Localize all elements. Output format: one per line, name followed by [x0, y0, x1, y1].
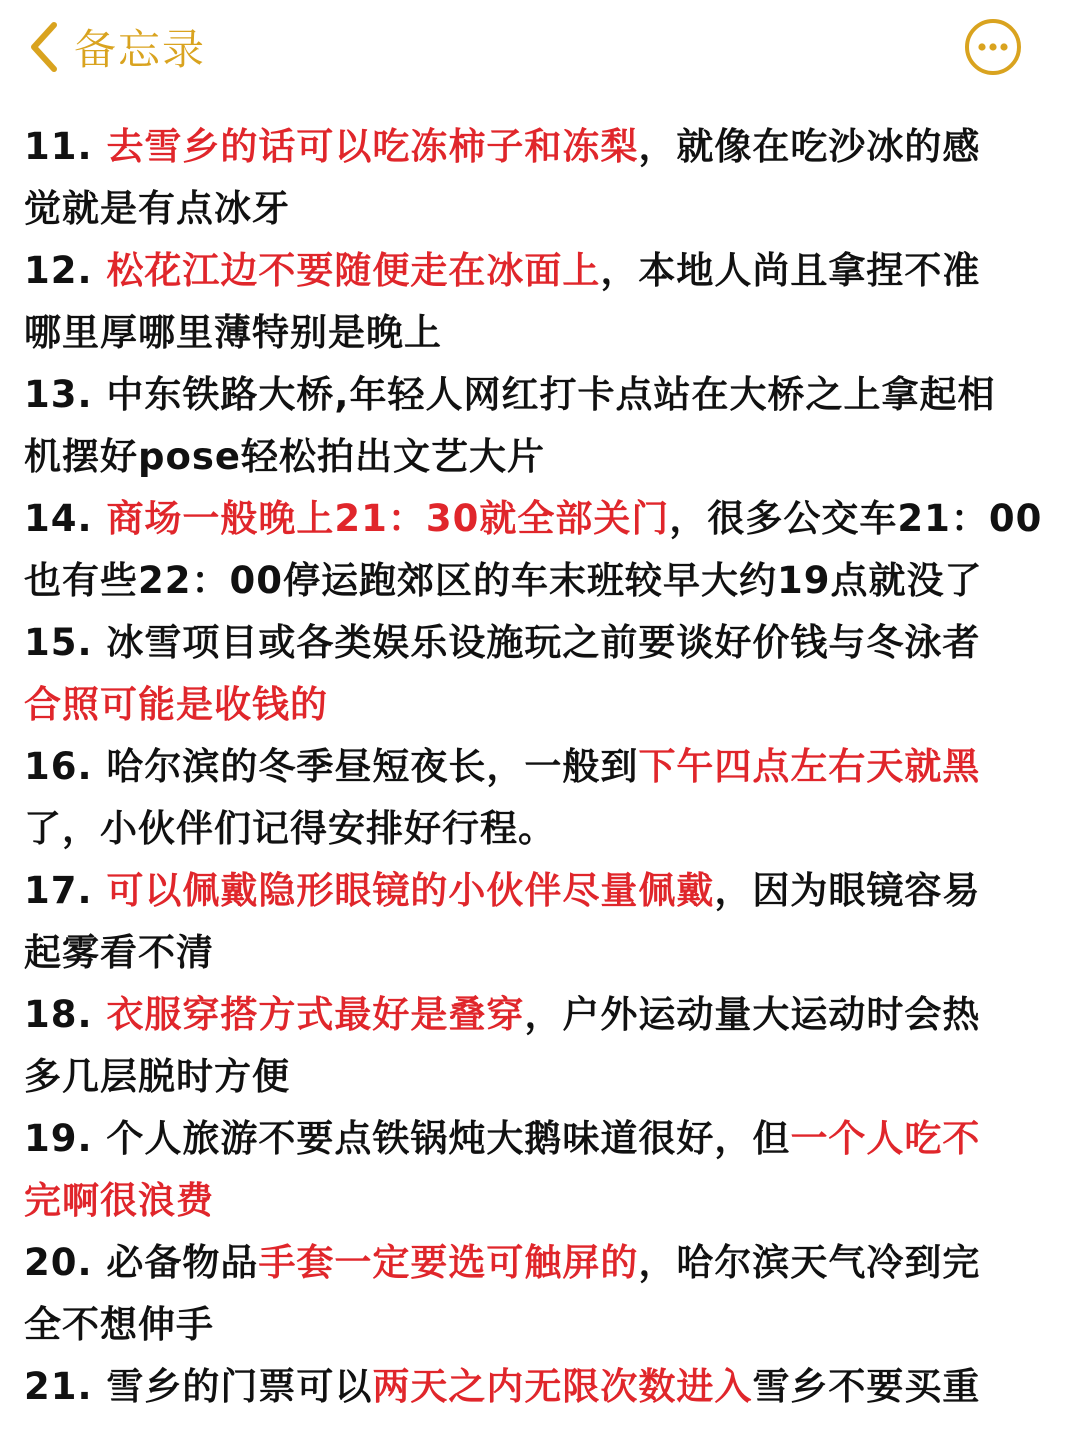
note-text: 觉就是有点冰牙 [24, 187, 290, 230]
note-text: ，哈尔滨天气冷到完 [638, 1241, 981, 1284]
more-button[interactable] [964, 18, 1022, 76]
highlight-text: 手套一定要选可触屏的 [258, 1241, 639, 1284]
note-text: 13. 中东铁路大桥,年轻人网红打卡点站在大桥之上拿起相 [24, 373, 996, 416]
more-icon [964, 18, 1022, 76]
note-line [24, 860, 1064, 922]
note-text: 雪乡不要买重 [752, 1365, 981, 1408]
note-line [24, 364, 1064, 426]
note-text: 17. [24, 869, 107, 912]
note-line [24, 1294, 1064, 1356]
note-line [24, 1170, 1064, 1232]
note-text: 21. 雪乡的门票可以 [24, 1365, 373, 1408]
note-line [24, 1108, 1064, 1170]
note-text: 12. [24, 249, 107, 292]
chevron-left-icon [24, 19, 64, 75]
note-text: 20. 必备物品 [24, 1241, 259, 1284]
note-line [24, 302, 1064, 364]
note-line [24, 178, 1064, 240]
note-text: ，因为眼镜容易 [714, 869, 981, 912]
highlight-text: 两天之内无限次数进入 [372, 1365, 753, 1408]
note-text: ，本地人尚且拿捏不准 [600, 249, 981, 292]
highlight-text: 完啊很浪费 [24, 1179, 214, 1222]
highlight-text: 松花江边不要随便走在冰面上 [106, 249, 601, 292]
back-button[interactable] [24, 12, 206, 82]
note-line [24, 736, 1064, 798]
highlight-text: 一个人吃不 [790, 1117, 981, 1160]
back-label: 备忘录 [74, 25, 207, 74]
note-text: 16. 哈尔滨的冬季昼短夜长，一般到 [24, 745, 639, 788]
nav-bar [0, 0, 1080, 100]
note-body[interactable] [24, 116, 1064, 1418]
note-line [24, 116, 1064, 178]
note-text: 15. 冰雪项目或各类娱乐设施玩之前要谈好价钱与冬泳者 [24, 621, 981, 664]
note-line [24, 240, 1064, 302]
note-line [24, 984, 1064, 1046]
note-line [24, 550, 1064, 612]
note-text: 也有些22：00停运跑郊区的车末班较早大约19点就没了 [24, 559, 983, 602]
note-text: 起雾看不清 [24, 931, 214, 974]
note-text: 19. 个人旅游不要点铁锅炖大鹅味道很好，但 [24, 1117, 791, 1160]
highlight-text: 去雪乡的话可以吃冻柿子和冻梨 [106, 125, 639, 168]
note-line [24, 612, 1064, 674]
note-text: ，就像在吃沙冰的感 [638, 125, 981, 168]
note-line [24, 798, 1064, 860]
note-line [24, 488, 1064, 550]
note-text: 机摆好pose轻松拍出文艺大片 [24, 435, 546, 478]
highlight-text: 下午四点左右天就黑 [638, 745, 981, 788]
note-text: 14. [24, 497, 107, 540]
highlight-text: 商场一般晚上21：30就全部关门 [106, 497, 670, 540]
note-text: 全不想伸手 [24, 1303, 214, 1346]
note-line [24, 1356, 1064, 1418]
note-text: ，很多公交车21：00 [669, 497, 1043, 540]
note-text: ，户外运动量大运动时会热 [524, 993, 981, 1036]
highlight-text: 合照可能是收钱的 [24, 683, 328, 726]
note-text: 哪里厚哪里薄特别是晚上 [24, 311, 442, 354]
note-text: 18. [24, 993, 107, 1036]
highlight-text: 衣服穿搭方式最好是叠穿 [106, 993, 525, 1036]
note-line [24, 426, 1064, 488]
note-line [24, 922, 1064, 984]
highlight-text: 可以佩戴隐形眼镜的小伙伴尽量佩戴 [106, 869, 715, 912]
note-text: 11. [24, 125, 107, 168]
note-line [24, 1046, 1064, 1108]
note-line [24, 674, 1064, 736]
note-text: 了，小伙伴们记得安排好行程。 [24, 807, 556, 850]
note-text: 多几层脱时方便 [24, 1055, 290, 1098]
note-line [24, 1232, 1064, 1294]
